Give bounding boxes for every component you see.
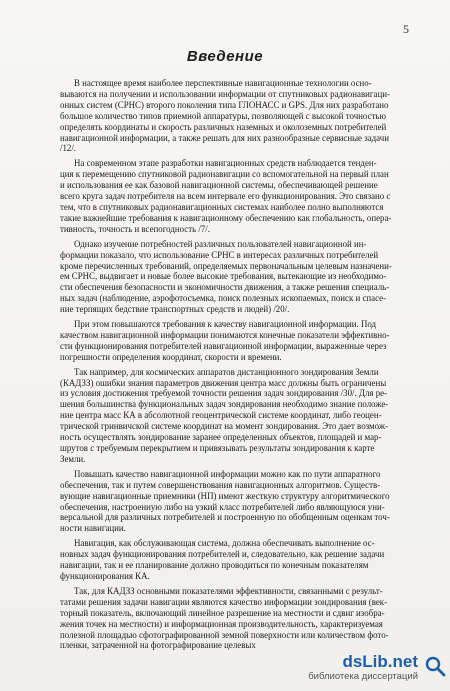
text-line: качеством навигационной информации понимаются конечные показатели эффективно-	[60, 329, 390, 340]
text-line: ность осуществлять зондирование заранее определенных объектов, площадей и мар-	[60, 432, 382, 443]
text-line: кроме перечисленных требований, определяемых первоначальным целевым назначени-	[60, 260, 392, 271]
text-line: Так например, для космических аппаратов дистанционного зондирования Земли	[74, 366, 379, 377]
text-line: и использования ее как базовой навигационной системы, обеспечивающей решение	[60, 180, 378, 191]
text-line: ных задач (наблюдение, аэрофотосъемка, поиск полезных ископаемых, поиск и спасе-	[60, 293, 387, 304]
text-line: торный показатель, включающий линейное разрешение на местности и сдвиг изобра-	[60, 607, 385, 618]
text-line: ние терпящих бедствие транспортных средств и людей) /20/.	[60, 304, 290, 315]
paragraph	[60, 538, 400, 582]
text-line: ем СРНС, выдвигает и новые более высокие требования, вытекающие из необходимо-	[60, 271, 387, 282]
watermark-logo-text: dsLib.net	[342, 652, 418, 671]
text-line: большое количество типов приемной аппаратуры, позволяющей с высокой точностью	[60, 110, 387, 121]
page-title: Введение	[186, 48, 264, 65]
text-line: Так, для КАДЗЗ основными показателями эффективности, связанными с результ-	[74, 585, 383, 596]
text-line: навигации, так и ее планирование должно проводиться по конечным показателям	[60, 560, 369, 571]
watermark-text-block	[308, 653, 418, 682]
page-number: 5	[403, 22, 409, 36]
paragraph	[60, 239, 400, 315]
text-line: навигационной информации, а также решать для них разнообразные сервисные задачи	[60, 132, 389, 143]
text-line: сти обеспечения безопасности и экономичности движения, а также решения специаль-	[60, 282, 390, 293]
text-line: татами решения задачи навигации являются качество информации зондирования (век-	[60, 596, 388, 607]
text-line: (КАДЗЗ) ошибки знания параметров движения центра масс должны быть ограничены	[60, 377, 387, 388]
body-text	[60, 78, 400, 655]
text-line: пленки, затраченной на фотографирование целевых	[60, 640, 256, 651]
text-line: В настоящее время наиболее перспективные навигационные технологии осно-	[74, 78, 372, 88]
text-line: всего круга задач потребителя на всем интервале его функционирования. Это связано с	[60, 191, 391, 202]
text-line: ция к перемещению спутниковой радионавигации со вспомогательной на первый план	[60, 169, 389, 180]
dslib-watermark[interactable]	[286, 653, 446, 687]
text-line: новных задач функционирования потребителей и, следовательно, как решение задачи	[60, 549, 385, 560]
paragraph	[60, 367, 400, 465]
text-line: формации показало, что использование СРНС в интересах различных потребителей	[60, 249, 379, 260]
text-line: трической гринвичской системе координат на момент зондирования. Это дает возмож-	[60, 421, 388, 432]
text-line: такие важнейшие требования к навигационному обеспечению как глобальность, опера-	[60, 212, 392, 223]
text-line: ние центра масс КА в абсолютной геоцентрической системе координат, либо геоцен-	[60, 410, 382, 421]
text-line: При этом повышаются требования к качеству навигационной информации. Под	[74, 319, 377, 330]
text-line: вующие навигационные приемники (НП) имеют жесткую структуру алгоритмического	[60, 490, 390, 501]
text-line: Повышать качество навигационной информации можно как по пути аппаратного	[74, 468, 381, 479]
text-line: тем, что в спутниковых радионавигационных системах наиболее полно выполняются	[60, 201, 384, 212]
text-line: /12/.	[60, 143, 77, 154]
text-line: ности навигации.	[60, 523, 126, 534]
text-line: погрешности определения координат, скорости и времени.	[60, 351, 282, 362]
text-line: из условия достижения требуемой точности решения задач зондирования /30/. Для ре-	[60, 388, 388, 399]
text-line: шения большинства функциональных задач зондирования необходимо знание положе-	[60, 399, 389, 410]
text-line: определять координаты и скорость различных наземных и околоземных потребителей	[60, 121, 387, 132]
text-line: шрутов с требуемым перекрытием и привязывать результаты зондирования к карте	[60, 443, 375, 453]
text-line: онных систем (СРНС) второго поколения типа ГЛОНАСС и GPS. Для них разработано	[60, 99, 389, 110]
paragraph	[60, 78, 400, 154]
paragraph	[60, 319, 400, 363]
text-line: функционирования КА.	[60, 570, 150, 581]
watermark-subtitle: библиотека диссертаций	[308, 671, 418, 682]
text-line: жения точек на местности) и информационная производительность, характеризуемая	[60, 618, 383, 629]
text-line: На современном этапе разработки навигационных средств наблюдается тенден-	[74, 158, 377, 169]
text-line: Однако изучение потребностей различных пользователей навигационной ин-	[74, 238, 367, 249]
text-line: тивность, точность и всепогодность /7/.	[60, 223, 210, 234]
text-line: вываются на получении и использовании информации от спутниковых радионавигаци-	[60, 88, 390, 99]
paragraph	[60, 158, 400, 234]
text-line: версальной для различных потребителей и построенную по обобщенным оценкам точ-	[60, 512, 390, 523]
text-line: полезной площадью сфотографированной земной поверхности или количеством фото-	[60, 629, 389, 640]
text-line: сти функционирования потребителей навигационной информации, выраженные через	[60, 340, 387, 351]
text-line: обеспечения, так и путем совершенствования навигационных алгоритмов. Существ-	[60, 479, 381, 490]
text-line: обеспечения, настроенную либо на узкий класс потребителей либо являющуюся уни-	[60, 501, 385, 512]
text-line: Земли.	[60, 453, 86, 464]
paragraph	[60, 586, 400, 651]
magnifier-icon	[424, 655, 446, 677]
text-line: Навигация, как обслуживающая система, должна обеспечивать выполнение ос-	[74, 538, 375, 549]
paragraph	[60, 469, 400, 534]
